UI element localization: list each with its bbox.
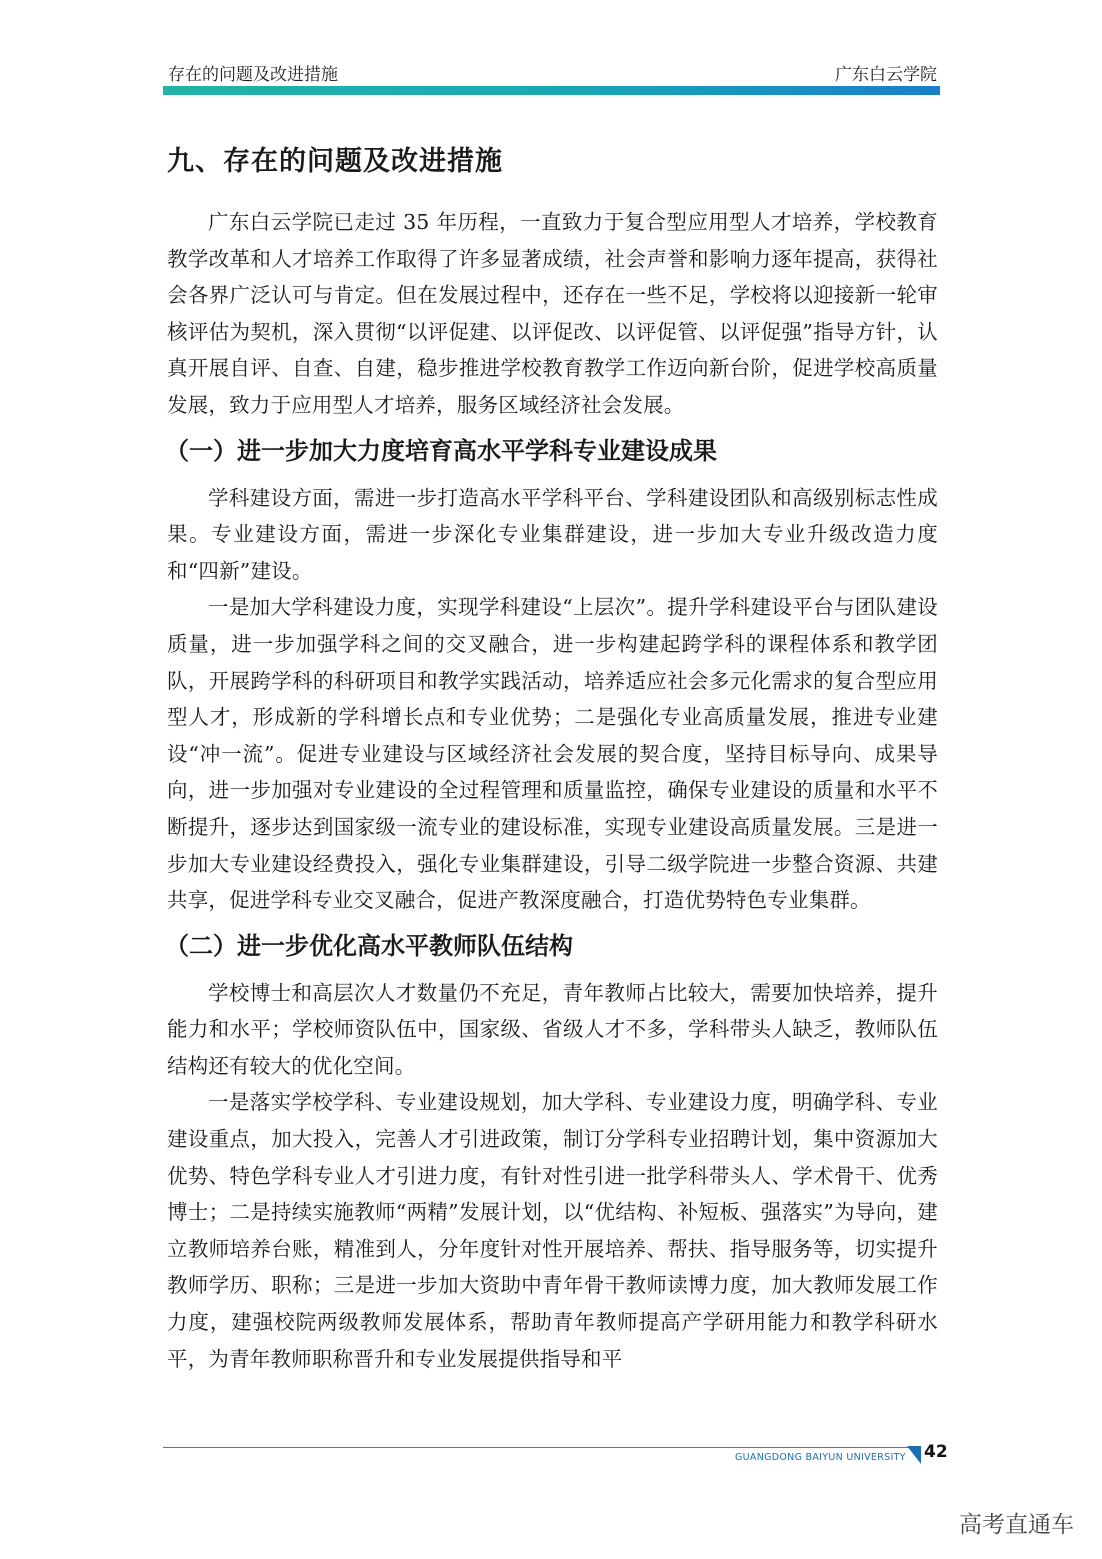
section-title: 九、存在的问题及改进措施 xyxy=(167,146,503,177)
page-number: 42 xyxy=(924,1442,948,1462)
footer-triangle-icon xyxy=(907,1446,921,1464)
subsection-title-1: （一）进一步加大力度培育高水平学科专业建设成果 xyxy=(165,436,717,465)
paragraph: 学校博士和高层次人才数量仍不充足，青年教师占比较大，需要加快培养，提升能力和水平；学校师资队伍中，国家级、省级人才不多，学科带头人缺乏，教师队伍结构还有较大的优化空间。 xyxy=(167,980,938,1078)
watermark: 高考直通车 xyxy=(959,1512,1074,1538)
footer-divider xyxy=(163,1447,913,1448)
paragraph: 学科建设方面，需进一步打造高水平学科平台、学科建设团队和高级别标志性成果。专业建设方面，需进一步深化专业集群建设，进一步加大专业升级改造力度和“四新”建设。 xyxy=(167,485,938,583)
running-header-title: 存在的问题及改进措施 xyxy=(168,65,338,85)
footer-university-name: GUANGDONG BAIYUN UNIVERSITY xyxy=(735,1452,906,1463)
running-header-institution: 广东白云学院 xyxy=(835,65,937,85)
page-content xyxy=(167,140,938,1377)
header-gradient-bar xyxy=(163,86,940,95)
subsection-title-2: （二）进一步优化高水平教师队伍结构 xyxy=(165,931,573,960)
section-intro-paragraph: 广东白云学院已走过 35 年历程，一直致力于复合型应用型人才培养，学校教育教学改革和人才培养工作取得了许多显著成绩，社会声誉和影响力逐年提高，获得社会各界广泛认可与肯定。但在发展过程中，还存在一些不足，学校将以迎接新一轮审核评估为契机，深入贯彻“以评促建、以评促改、以评促管、以评促强”指导方针，认真开展自评、自查、自建，稳步推进学校教育教学工作迈向新台阶，促进学校高质量发展，致力于应用型人才培养，服务区域经济社会发展。 xyxy=(167,210,938,417)
paragraph: 一是落实学校学科、专业建设规划，加大学科、专业建设力度，明确学科、专业建设重点，加大投入，完善人才引进政策，制订分学科专业招聘计划，集中资源加大优势、特色学科专业人才引进力度，有针对性引进一批学科带头人、学术骨干、优秀博士；二是持续实施教师“两精”发展计划，以“优结构、补短板、强落实”为导向，建立教师培养台账，精准到人，分年度针对性开展培养、帮扶、指导服务等，切实提升教师学历、职称；三是进一步加大资助中青年骨干教师读博力度，加大教师发展工作力度，建强校院两级教师发展体系，帮助青年教师提高产学研用能力和教学科研水平，为青年教师职称晋升和专业发展提供指导和平 xyxy=(167,1090,938,1371)
paragraph: 一是加大学科建设力度，实现学科建设“上层次”。提升学科建设平台与团队建设质量，进一步加强学科之间的交叉融合，进一步构建起跨学科的课程体系和教学团队，开展跨学科的科研项目和教学实践活动，培养适应社会多元化需求的复合型应用型人才，形成新的学科增长点和专业优势；二是强化专业高质量发展，推进专业建设“冲一流”。促进专业建设与区域经济社会发展的契合度，坚持目标导向、成果导向，进一步加强对专业建设的全过程管理和质量监控，确保专业建设的质量和水平不断提升，逐步达到国家级一流专业的建设标准，实现专业建设高质量发展。三是进一步加大专业建设经费投入，强化专业集群建设，引导二级学院进一步整合资源、共建共享，促进学科专业交叉融合，促进产教深度融合，打造优势特色专业集群。 xyxy=(167,595,938,913)
